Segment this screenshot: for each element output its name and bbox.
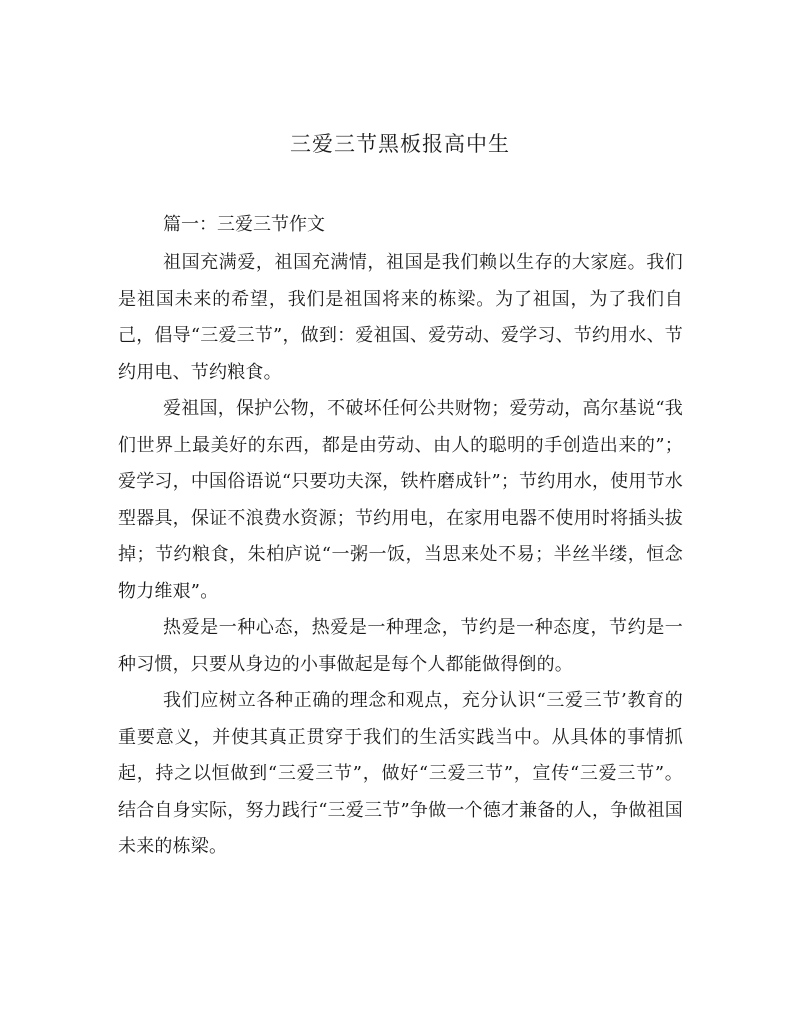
document-title: 三爱三节黑板报高中生 xyxy=(290,132,510,156)
section-heading: 篇一：三爱三节作文 xyxy=(163,214,325,235)
paragraph-1: 祖国充满爱，祖国充满情，祖国是我们赖以生存的大家庭。我们是祖国未来的希望，我们是祖国将来的栋梁。为了祖国，为了我们自己，倡导“三爱三节”，做到：爱祖国、爱劳动、爱学习、节约用水、节约用电、节约粮食。 xyxy=(118,252,683,383)
paragraph-2: 爱祖国，保护公物，不破坏任何公共财物；爱劳动，高尔基说“我们世界上最美好的东西，都是由劳动、由人的聪明的手创造出来的”；爱学习，中国俗语说“只要功夫深，铁杵磨成针”；节约用水，使用节水型器具，保证不浪费水资源；节约用电，在家用电器不使用时将插头拔掉；节约粮食，朱柏庐说“一粥一饭，当思来处不易；半丝半缕，恒念物力维艰”。 xyxy=(118,398,683,602)
paragraph-3: 热爱是一种心态，热爱是一种理念，节约是一种态度，节约是一种习惯，只要从身边的小事做起是每个人都能做得倒的。 xyxy=(118,617,683,675)
paragraph-4: 我们应树立各种正确的理念和观点，充分认识“三爱三节’教育的重要意义，并使其真正贯穿于我们的生活实践当中。从具体的事情抓起，持之以恒做到“三爱三节”，做好“三爱三节”，宣传“三爱三节”。结合自身实际，努力践行“三爱三节”争做一个德才兼备的人，争做祖国未来的栋梁。 xyxy=(118,690,683,857)
document-body xyxy=(118,245,683,866)
